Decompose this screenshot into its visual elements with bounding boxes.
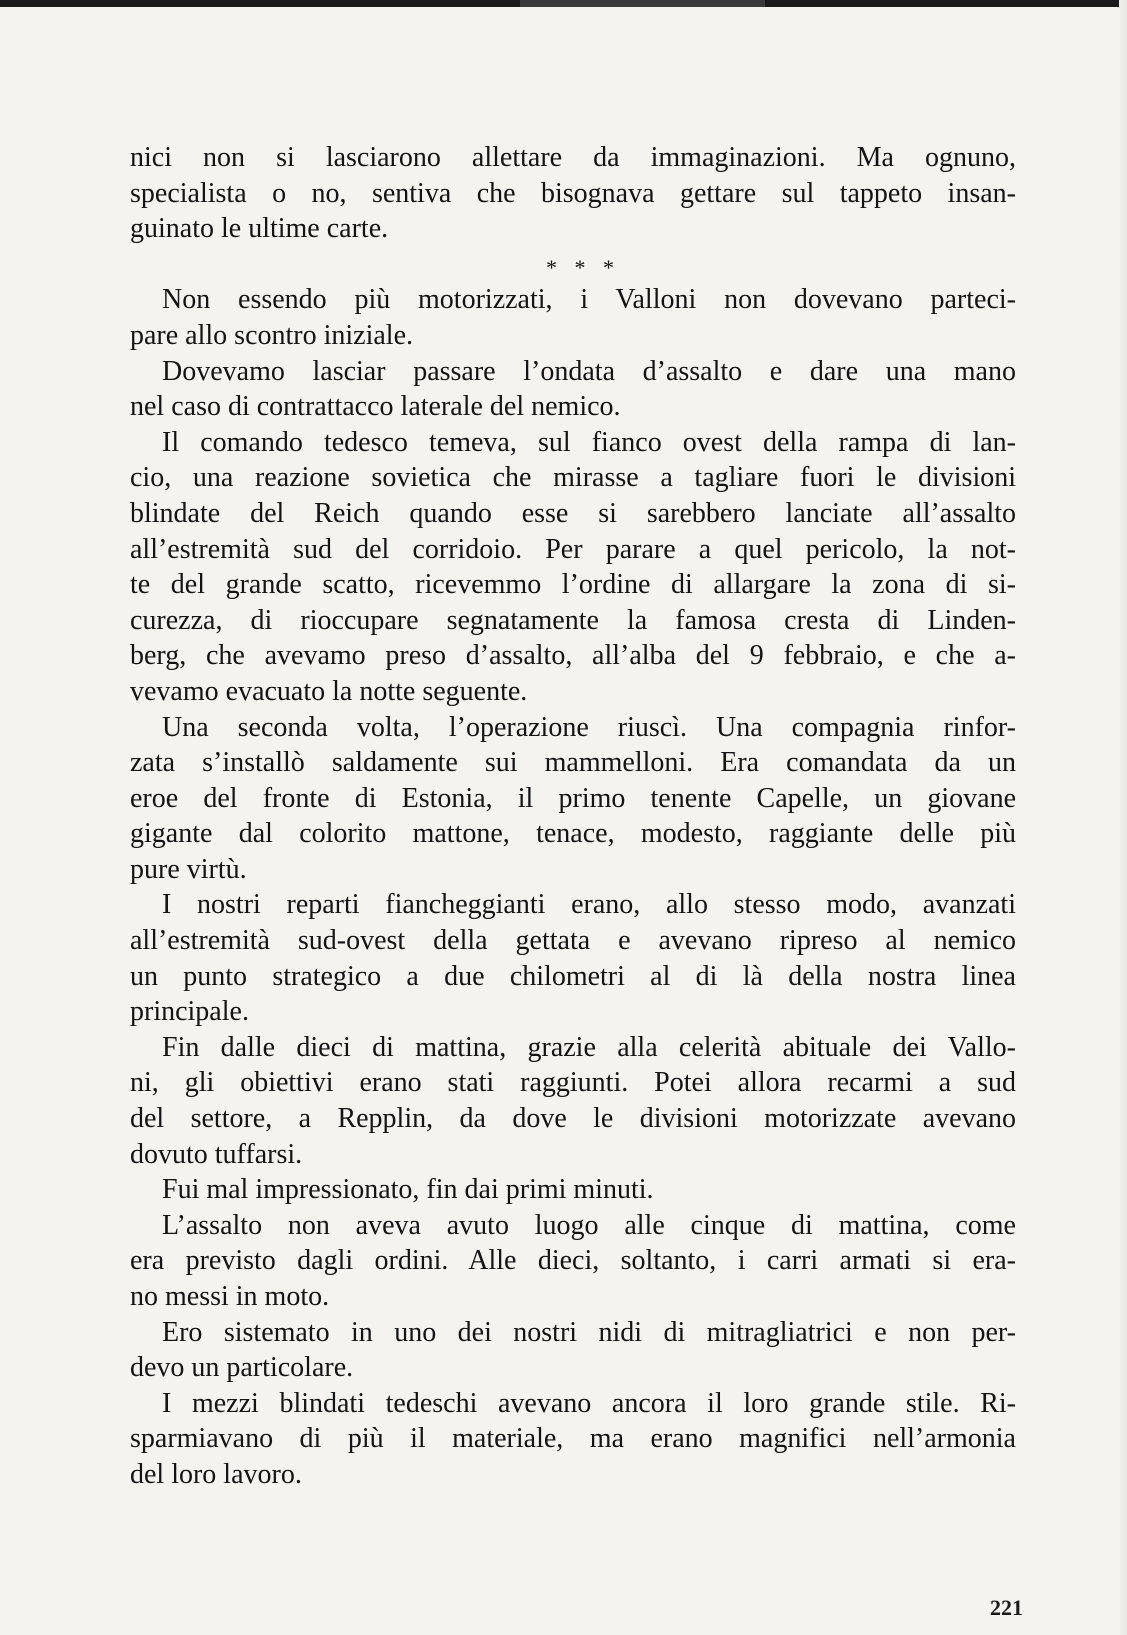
text-line: Fin dalle dieci di mattina, grazie alla celerità abituale dei Vallo-: [162, 1031, 1016, 1063]
text-line: dovuto tuffarsi.: [130, 1138, 303, 1170]
section-separator: * * *: [546, 254, 620, 280]
top-border-rule-segment: [520, 0, 765, 7]
text-line: pure virtù.: [130, 853, 247, 885]
text-line: L’assalto non aveva avuto luogo alle cinque di mattina, come: [162, 1209, 1016, 1241]
text-line: pare allo scontro iniziale.: [130, 319, 413, 351]
text-line: zata s’installò saldamente sui mammelloni. Era comandata da un: [130, 747, 1016, 779]
text-line: Il comando tedesco temeva, sul fianco ovest della rampa di lan-: [162, 426, 1016, 458]
text-line: I nostri reparti fiancheggianti erano, allo stesso modo, avanzati: [162, 889, 1016, 921]
body-text: [130, 140, 1016, 1493]
text-line: principale.: [130, 996, 249, 1028]
text-line: specialista o no, sentiva che bisognava gettare sul tappeto insan-: [130, 177, 1016, 209]
text-line: cio, una reazione sovietica che mirasse a tagliare fuori le divisioni: [130, 462, 1016, 494]
text-line: del settore, a Repplin, da dove le divisioni motorizzate avevano: [130, 1103, 1016, 1135]
text-line: blindate del Reich quando esse si sarebbero lanciate all’assalto: [130, 497, 1016, 529]
page-number: 221: [990, 1595, 1023, 1620]
text-line: vevamo evacuato la notte seguente.: [130, 675, 528, 707]
text-line: era previsto dagli ordini. Alle dieci, soltanto, i carri armati si era-: [130, 1245, 1016, 1277]
text-line: guinato le ultime carte.: [130, 213, 389, 245]
text-line: gigante dal colorito mattone, tenace, modesto, raggiante delle più: [130, 818, 1016, 850]
text-line: Dovevamo lasciar passare l’ondata d’assalto e dare una mano: [162, 355, 1016, 387]
text-line: all’estremità sud-ovest della gettata e avevano ripreso al nemico: [130, 925, 1016, 957]
text-line: devo un particolare.: [130, 1352, 354, 1384]
text-line: ni, gli obiettivi erano stati raggiunti. Potei allora recarmi a sud: [130, 1067, 1016, 1099]
text-line: all’estremità sud del corridoio. Per parare a quel pericolo, la not-: [130, 533, 1016, 565]
text-line: sparmiavano di più il materiale, ma erano magnifici nell’armonia: [130, 1423, 1016, 1455]
text-line: del loro lavoro.: [130, 1458, 302, 1490]
text-line: I mezzi blindati tedeschi avevano ancora il loro grande stile. Ri-: [162, 1387, 1016, 1419]
text-line: berg, che avevamo preso d’assalto, all’alba del 9 febbraio, e che a-: [130, 640, 1016, 672]
text-line: Ero sistemato in uno dei nostri nidi di mitragliatrici e non per-: [162, 1316, 1016, 1348]
text-line: no messi in moto.: [130, 1281, 330, 1312]
text-line: curezza, di rioccupare segnatamente la famosa cresta di Linden-: [130, 604, 1016, 636]
text-line: nici non si lasciarono allettare da immaginazioni. Ma ognuno,: [130, 142, 1016, 173]
page-edge-shadow: [1119, 0, 1127, 1635]
text-line: Fui mal impressionato, fin dai primi minuti.: [162, 1174, 654, 1206]
text-line: te del grande scatto, ricevemmo l’ordine di allargare la zona di si-: [130, 569, 1016, 601]
text-line: nel caso di contrattacco laterale del nemico.: [130, 391, 621, 423]
text-line: eroe del fronte di Estonia, il primo tenente Capelle, un giovane: [130, 782, 1016, 814]
text-line: Non essendo più motorizzati, i Valloni non dovevano parteci-: [162, 284, 1016, 316]
text-line: un punto strategico a due chilometri al di là della nostra linea: [130, 960, 1016, 992]
text-line: Una seconda volta, l’operazione riuscì. Una compagnia rinfor-: [162, 711, 1016, 743]
